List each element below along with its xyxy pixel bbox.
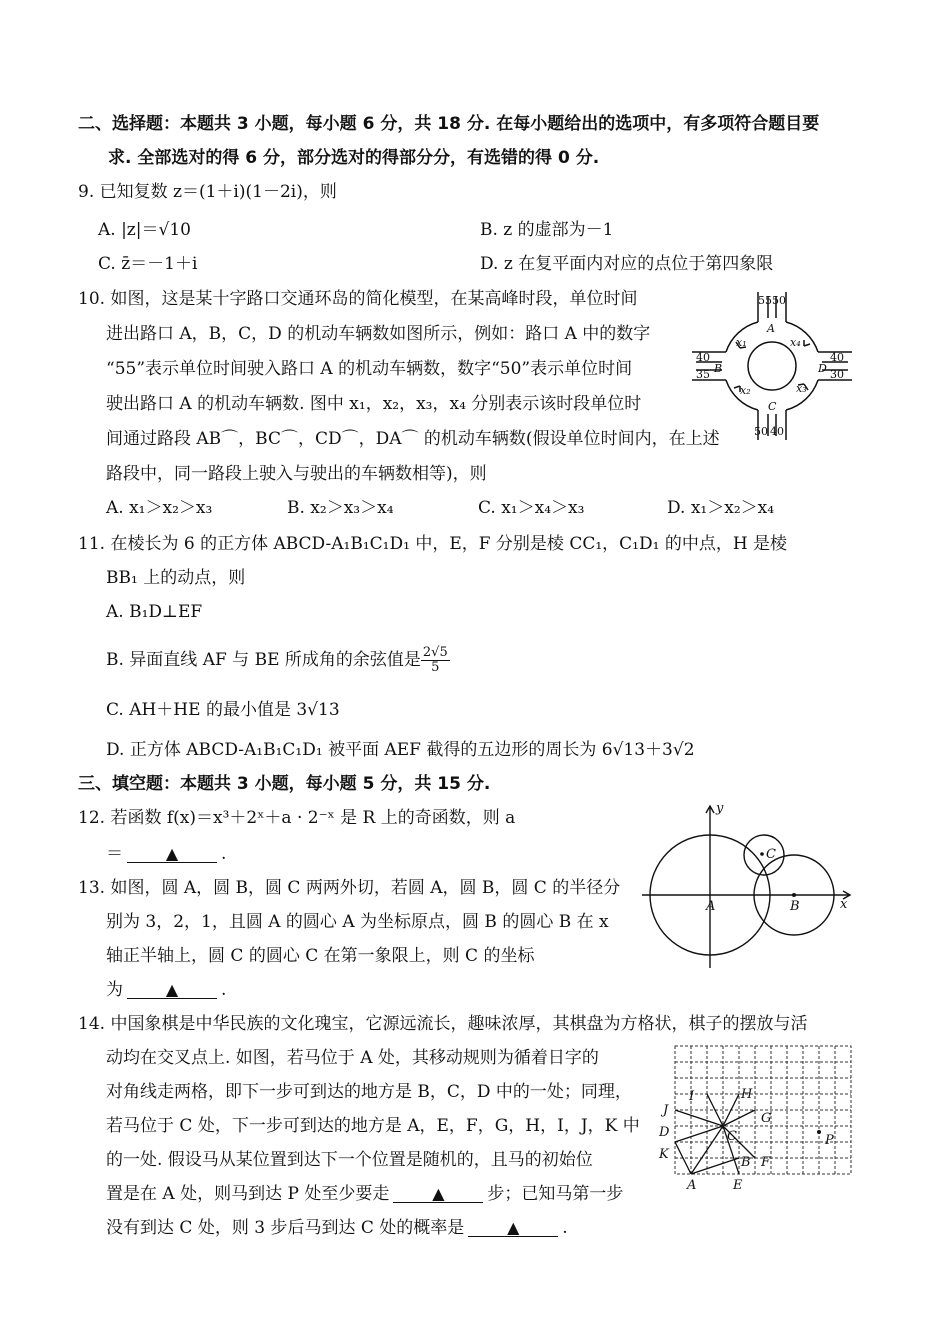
q14-line7 <box>106 1216 568 1240</box>
q12-answer-blank[interactable] <box>127 842 217 863</box>
blank-triangle: ▲ <box>432 1184 445 1203</box>
center-c-label: C <box>766 847 776 862</box>
point-e-label: E <box>733 1178 743 1190</box>
q10-line5: 间通过路段 AB⌒，BC⌒，CD⌒，DA⌒ 的机动车辆数(假设单位时间内，在上述 <box>106 429 720 449</box>
q9-option-b: B. z 的虚部为－1 <box>480 220 614 240</box>
label-d: D <box>818 362 827 375</box>
point-p-label: P <box>825 1133 834 1148</box>
q10-line1: 10. 如图，这是某十字路口交通环岛的简化模型，在某高峰时段，单位时间 <box>78 289 638 309</box>
a-out-count: 50 <box>772 294 786 307</box>
q12-equals: ＝ <box>106 844 123 864</box>
y-axis-label: y <box>716 801 724 816</box>
b-in-count: 40 <box>696 351 710 364</box>
q11-line2: BB₁ 上的动点，则 <box>106 568 246 588</box>
section3-header: 三、填空题：本题共 3 小题，每小题 5 分，共 15 分. <box>78 774 491 794</box>
point-h-label: H <box>741 1087 753 1102</box>
label-c: C <box>768 400 777 413</box>
q10-option-c: C. x₁＞x₄＞x₃ <box>478 498 585 518</box>
label-b: B <box>714 362 723 375</box>
blank-triangle: ▲ <box>165 980 179 999</box>
q11-line1: 11. 在棱长为 6 的正方体 ABCD-A₁B₁C₁D₁ 中，E，F 分别是棱 CC₁，C₁D₁ 的中点，H 是棱 <box>78 534 788 554</box>
q11-option-b-fraction <box>421 646 450 675</box>
blank-triangle: ▲ <box>507 1218 520 1237</box>
roundabout-figure <box>692 290 852 440</box>
center-b-label: B <box>790 899 800 914</box>
q12-line1: 12. 若函数 f(x)＝x³＋2ˣ＋a · 2⁻ˣ 是 R 上的奇函数，则 a <box>78 808 516 828</box>
q14-line2: 动均在交叉点上. 如图，若马位于 A 处，其移动规则为循着日字的 <box>106 1048 599 1068</box>
q12-line2 <box>106 842 226 866</box>
q14-line7-end: . <box>562 1218 568 1238</box>
q14-line3: 对角线走两格，即下一步可到达的地方是 B，C，D 中的一处；同理， <box>106 1082 632 1102</box>
q11-option-d: D. 正方体 ABCD-A₁B₁C₁D₁ 被平面 AEF 截得的五边形的周长为 6√13＋3√2 <box>106 740 695 760</box>
c-in-count: 50 <box>754 425 768 438</box>
q9-option-c: C. z̄＝－1＋i <box>98 254 198 274</box>
q9-option-d: D. z 在复平面内对应的点位于第四象限 <box>480 254 774 274</box>
fraction-numerator: 2√5 <box>422 645 448 660</box>
q10-option-b: B. x₂＞x₃＞x₄ <box>287 498 394 518</box>
q10-line4: 驶出路口 A 的机动车辆数. 图中 x₁，x₂，x₃，x₄ 分别表示该时段单位时 <box>106 394 642 414</box>
point-i-label: I <box>689 1089 695 1104</box>
d-in-count: 40 <box>830 351 844 364</box>
q13-line4 <box>106 978 226 1002</box>
q11-option-c: C. AH＋HE 的最小值是 3√13 <box>106 700 340 720</box>
q13-line1: 13. 如图，圆 A，圆 B，圆 C 两两外切，若圆 A，圆 B，圆 C 的半径分 <box>78 878 621 898</box>
point-b-label: B <box>741 1155 751 1170</box>
label-x3: x₃ <box>796 382 807 395</box>
q14-line5: 的一处. 假设马从某位置到达下一个位置是随机的，且马的初始位 <box>106 1150 593 1170</box>
q14-answer-blank-1[interactable] <box>393 1182 483 1203</box>
x-axis-label: x <box>840 897 848 912</box>
q14-answer-blank-2[interactable] <box>468 1216 558 1237</box>
label-a: A <box>767 322 775 335</box>
q9-option-a: A. |z|＝√10 <box>98 220 191 240</box>
fraction-denominator: 5 <box>431 660 440 675</box>
section2-header-line1: 二、选择题：本题共 3 小题，每小题 6 分，共 18 分. 在每小题给出的选项中，有多项符合题目要 <box>78 114 820 134</box>
q14-line1: 14. 中国象棋是中华民族的文化瑰宝，它源远流长，趣味浓厚，其棋盘为方格状，棋子的摆放与活 <box>78 1014 808 1034</box>
q10-option-a: A. x₁＞x₂＞x₃ <box>106 498 213 518</box>
center-a-label: A <box>706 899 716 914</box>
label-x1: x₁ <box>736 336 747 349</box>
section2-header-line2: 求. 全部选对的得 6 分，部分选对的得部分分，有选错的得 0 分. <box>108 148 600 168</box>
label-x4: x₄ <box>790 336 801 349</box>
d-out-count: 30 <box>830 368 844 381</box>
q14-line6-start: 置是在 A 处，则马到达 P 处至少要走 <box>106 1184 390 1204</box>
q13-line3: 轴正半轴上，圆 C 的圆心 C 在第一象限上，则 C 的坐标 <box>106 946 535 966</box>
q13-line2: 别为 3，2，1，且圆 A 的圆心 A 为坐标原点，圆 B 的圆心 B 在 x <box>106 912 609 932</box>
chessboard-figure <box>655 1042 855 1190</box>
q11-option-b-text: B. 异面直线 AF 与 BE 所成角的余弦值是 <box>106 650 421 670</box>
q14-line6-end: 步；已知马第一步 <box>487 1184 624 1204</box>
point-f-label: F <box>761 1155 771 1170</box>
point-d-label: D <box>659 1125 670 1140</box>
point-g-label: G <box>761 1111 772 1126</box>
a-in-count: 55 <box>758 294 772 307</box>
q12-period: . <box>221 844 227 864</box>
c-out-count: 40 <box>770 425 784 438</box>
q11-option-a: A. B₁D⊥EF <box>106 602 203 622</box>
q10-option-d: D. x₁＞x₂＞x₄ <box>667 498 775 518</box>
point-c-label: C <box>727 1129 737 1144</box>
q10-line3: “55”表示单位时间驶入路口 A 的机动车辆数，数字“50”表示单位时间 <box>106 359 633 379</box>
point-k-label: K <box>659 1147 669 1162</box>
point-a-label: A <box>687 1178 697 1190</box>
q13-prefix: 为 <box>106 980 123 1000</box>
label-x2: x₂ <box>740 384 751 397</box>
q10-line6: 路段中，同一路段上驶入与驶出的车辆数相等)，则 <box>106 464 487 484</box>
q13-answer-blank[interactable] <box>127 978 217 999</box>
blank-triangle: ▲ <box>165 844 179 863</box>
b-out-count: 35 <box>696 368 710 381</box>
q14-line6 <box>106 1182 623 1206</box>
circles-figure <box>640 800 855 970</box>
point-j-label: J <box>663 1103 669 1118</box>
q11-option-b <box>106 646 450 675</box>
q14-line7-start: 没有到达 C 处，则 3 步后马到达 C 处的概率是 <box>106 1218 465 1238</box>
q13-period: . <box>221 980 227 1000</box>
q14-line4: 若马位于 C 处，下一步可到达的地方是 A，E，F，G，H，I，J，K 中 <box>106 1116 640 1136</box>
q10-line2: 进出路口 A，B，C，D 的机动车辆数如图所示，例如：路口 A 中的数字 <box>106 324 651 344</box>
q9-stem: 9. 已知复数 z＝(1＋i)(1－2i)，则 <box>78 182 337 202</box>
